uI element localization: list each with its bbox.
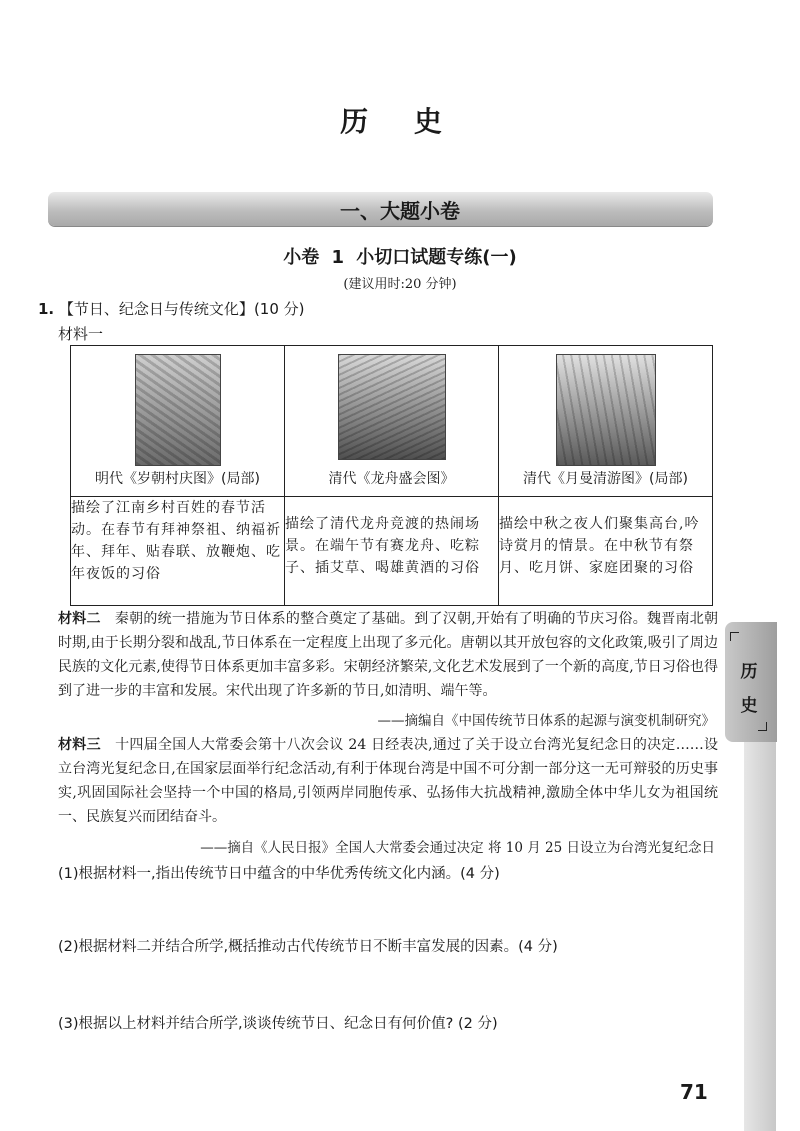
- side-bar: [744, 742, 776, 1131]
- material2-text: 秦朝的统一措施为节日体系的整合奠定了基础。到了汉朝,开始有了明确的节庆习俗。魏晋南北朝时期,由于长期分裂和战乱,节日体系在一定程度上出现了多元化。唐朝以其开放包容的文化政策,吸引了周边民族的文化元素,使得节日体系更加丰富多彩。宋朝经济繁荣,文化艺术发展到了一个新的高度,节日习俗也得到了进一步的丰富和发展。宋代出现了许多新的节日,如清明、端午等。: [58, 611, 719, 699]
- image-caption: 清代《龙舟盛会图》: [328, 471, 455, 487]
- description-row: [71, 497, 713, 606]
- description-cell: 描绘了清代龙舟竞渡的热闹场景。在端午节有赛龙舟、吃粽子、插艾草、喝雄黄酒的习俗: [285, 497, 499, 606]
- image-cell-2: [285, 346, 499, 497]
- material3-text: 十四届全国人大常委会第十八次会议 24 日经表决,通过了关于设立台湾光复纪念日的决定……设立台湾光复纪念日,在国家层面举行纪念活动,有利于体现台湾是中国不可分割一部分这一无可辩驳的历史事实,巩固国际社会坚持一个中国的格局,引领两岸同胞传承、弘扬伟大抗战精神,激励全体中华儿女为祖国统一、民族复兴而团结奋斗。: [58, 737, 719, 825]
- image-caption: 明代《岁朝村庆图》(局部): [95, 471, 260, 487]
- material1-label: 材料一: [58, 325, 104, 343]
- material2-label: 材料二: [58, 611, 101, 627]
- material3-paragraph: [58, 733, 718, 829]
- sub-question-2: (2)根据材料二并结合所学,概括推动古代传统节日不断丰富发展的因素。(4 分): [58, 939, 558, 955]
- page-number: 71: [680, 1080, 708, 1104]
- description-cell: 描绘中秋之夜人们聚集高台,吟诗赏月的情景。在中秋节有祭月、吃月饼、家庭团聚的习俗: [499, 497, 713, 606]
- image-cell-3: [499, 346, 713, 497]
- material2-source: ——摘编自《中国传统节日体系的起源与演变机制研究》: [377, 713, 715, 729]
- sub-question-1: (1)根据材料一,指出传统节日中蕴含的中华优秀传统文化内涵。(4 分): [58, 866, 500, 882]
- quiz-subtitle: 小卷 1 小切口试题专练(一): [283, 247, 517, 268]
- sub-question-3: (3)根据以上材料并结合所学,谈谈传统节日、纪念日有何价值? (2 分): [58, 1016, 498, 1032]
- painting-moon-gathering-icon: [556, 354, 656, 466]
- page-title: 历 史: [340, 105, 460, 138]
- material3-label: 材料三: [58, 737, 101, 753]
- material2-paragraph: [58, 607, 718, 703]
- image-caption: 清代《月曼清游图》(局部): [523, 471, 688, 487]
- description-cell: 描绘了江南乡村百姓的春节活动。在春节有拜神祭祖、纳福祈年、拜年、贴春联、放鞭炮、吃年夜饭的习俗: [71, 497, 285, 606]
- side-tab-bracket: [758, 722, 767, 731]
- question-number: 1.: [38, 300, 55, 318]
- side-tab-bracket: [730, 632, 739, 641]
- material1-table: [70, 345, 713, 606]
- side-tab-label: [728, 655, 770, 723]
- image-cell-1: [71, 346, 285, 497]
- section-banner-text: 一、大题小卷: [340, 199, 460, 223]
- painting-village-festival-icon: [135, 354, 221, 466]
- question-points: (10 分): [253, 300, 305, 318]
- side-tab-char: 历: [740, 662, 758, 682]
- material3-source: ——摘自《人民日报》全国人大常委会通过决定 将 10 月 25 日设立为台湾光复纪念日: [200, 840, 715, 856]
- image-row: [71, 346, 713, 497]
- question-topic: 【节日、纪念日与传统文化】: [58, 300, 254, 318]
- suggested-time: (建议用时:20 分钟): [343, 277, 457, 292]
- side-tab-char: 史: [740, 696, 758, 716]
- painting-dragon-boat-icon: [338, 354, 446, 460]
- question-header: [38, 298, 305, 319]
